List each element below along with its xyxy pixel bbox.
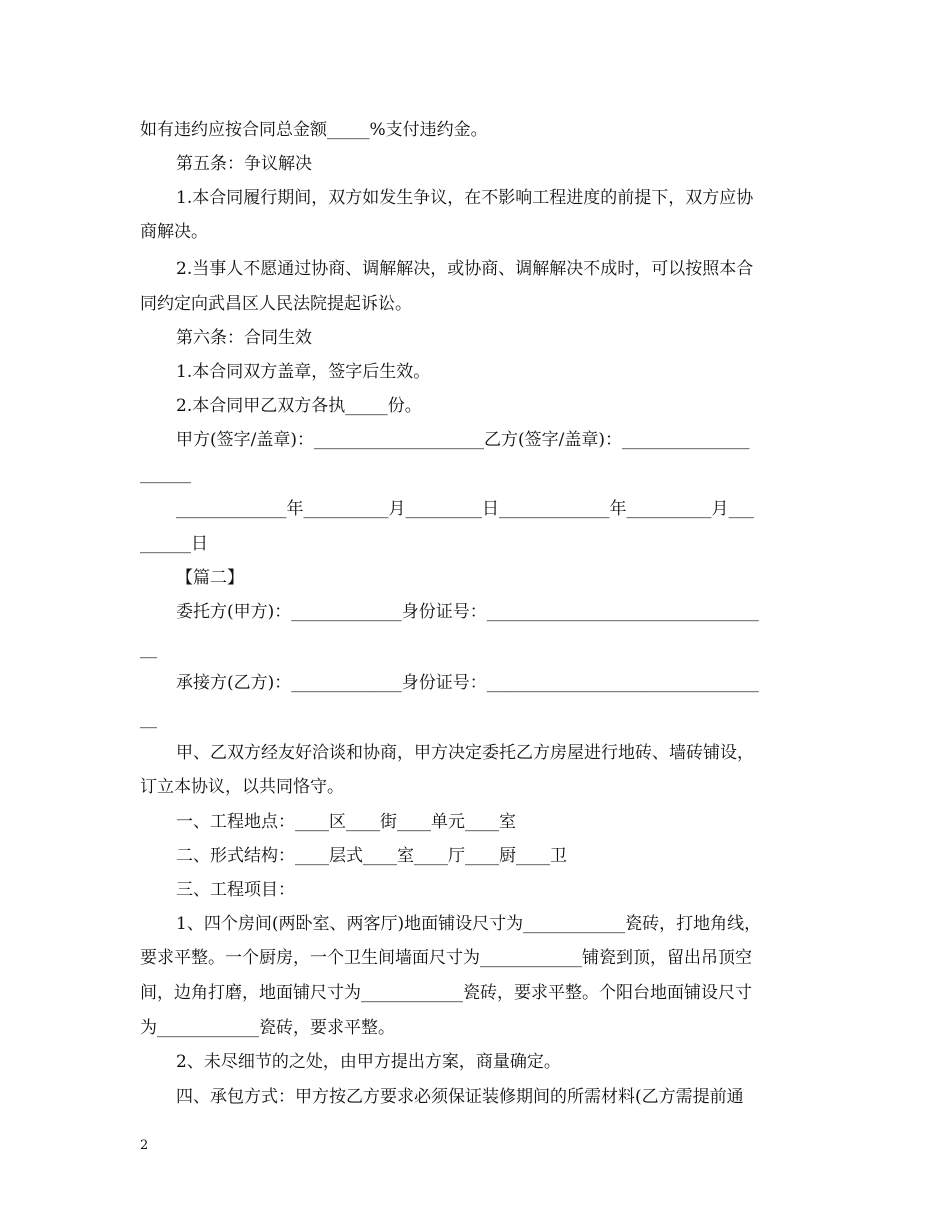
party-line: 承接方(乙方)：_____________身份证号：________________________________ (176, 673, 759, 693)
signature-line: 甲方(签字/盖章)：____________________乙方(签字/盖章)：_______________ (176, 430, 750, 450)
text-line: 二、形式结构：____层式____室____厅____厨____卫 (176, 846, 567, 866)
signature-line: ______ (140, 464, 191, 484)
section-heading: 【篇二】 (176, 568, 244, 588)
section-heading: 第六条：合同生效 (176, 328, 312, 348)
text-line: 订立本协议，以共同恪守。 (140, 777, 344, 797)
party-line: __ (140, 709, 157, 729)
text-line: 要求平整。一个厨房，一个卫生间墙面尺寸为____________铺瓷到顶，留出吊顶空 (140, 948, 752, 968)
page-number: 2 (140, 1138, 149, 1153)
text-line: 间，边角打磨，地面铺尺寸为____________瓷砖，要求平整。个阳台地面铺设尺寸 (140, 983, 752, 1003)
text-line: 同约定向武昌区人民法院提起诉讼。 (140, 294, 412, 314)
text-line: 一、工程地点：____区____街____单元____室 (176, 812, 516, 832)
text-line: 1.本合同双方盖章，签字后生效。 (176, 362, 431, 382)
text-line: 甲、乙双方经友好洽谈和协商，甲方决定委托乙方房屋进行地砖、墙砖铺设， (176, 743, 754, 763)
text-line: 1、四个房间(两卧室、两客厅)地面铺设尺寸为____________瓷砖，打地角线， (176, 914, 762, 934)
text-line: 四、承包方式：甲方按乙方要求必须保证装修期间的所需材料(乙方需提前通 (176, 1087, 744, 1107)
section-heading: 三、工程项目： (176, 880, 295, 900)
date-line: ______日 (140, 534, 208, 554)
text-line: 2.当事人不愿通过协商、调解解决，或协商、调解解决不成时，可以按照本合 (176, 259, 754, 279)
text-line: 为____________瓷砖，要求平整。 (140, 1018, 395, 1038)
date-line: _____________年__________月_________日_____________年__________月___ (176, 499, 754, 519)
text-line: 2、未尽细节的之处，由甲方提出方案，商量确定。 (176, 1052, 561, 1072)
text-line: 2.本合同甲乙双方各执_____份。 (176, 396, 422, 416)
section-heading: 第五条：争议解决 (176, 154, 312, 174)
text-line: 如有违约应按合同总金额_____%支付违约金。 (140, 120, 488, 140)
party-line: 委托方(甲方)：_____________身份证号：________________________________ (176, 602, 759, 622)
text-line: 1.本合同履行期间，双方如发生争议，在不影响工程进度的前提下，双方应协 (176, 188, 754, 208)
party-line: __ (140, 639, 157, 659)
text-line: 商解决。 (140, 222, 208, 242)
